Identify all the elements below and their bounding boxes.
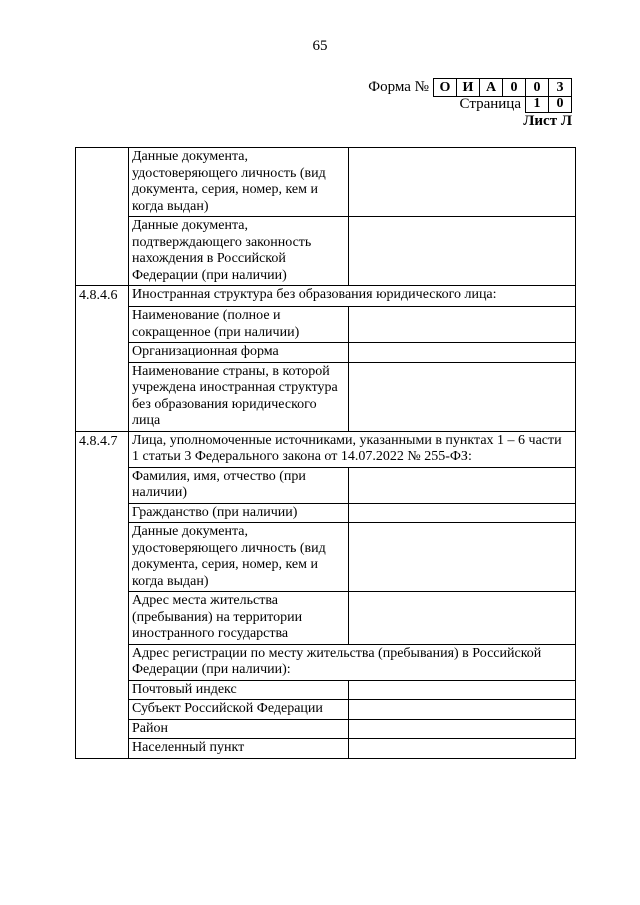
page-code-cell: 0 xyxy=(548,95,571,112)
value-cell[interactable] xyxy=(349,592,576,645)
section-number-cell xyxy=(76,148,129,217)
section-number-cell xyxy=(76,739,129,759)
value-cell[interactable] xyxy=(349,680,576,700)
value-cell[interactable] xyxy=(349,700,576,720)
table-row xyxy=(76,523,576,592)
table-row xyxy=(76,680,576,700)
section-number-cell xyxy=(76,343,129,363)
section-title: Лица, уполномоченные источниками, указанными в пунктах 1 – 6 части 1 статьи 3 Федерального закона от 14.07.2022 № 255-ФЗ: xyxy=(129,431,576,467)
table-row xyxy=(76,148,576,217)
value-cell[interactable] xyxy=(349,467,576,503)
form-code-cell: 3 xyxy=(548,79,571,96)
table-row xyxy=(76,286,576,307)
field-label: Район xyxy=(129,719,349,739)
section-number-cell xyxy=(76,644,129,680)
form-label: Форма № xyxy=(368,79,429,95)
field-label: Наименование страны, в которой учреждена иностранная структура без образования юридического лица xyxy=(129,362,349,431)
section-number-cell xyxy=(76,467,129,503)
value-cell[interactable] xyxy=(349,719,576,739)
field-label: Населенный пункт xyxy=(129,739,349,759)
field-label: Фамилия, имя, отчество (при наличии) xyxy=(129,467,349,503)
section-number-cell xyxy=(76,592,129,645)
table-row xyxy=(76,307,576,343)
field-label: Данные документа, удостоверяющего личность (вид документа, серия, номер, кем и когда выдан) xyxy=(129,523,349,592)
form-code-cell: И xyxy=(456,79,479,96)
field-label: Организационная форма xyxy=(129,343,349,363)
section-title: Адрес регистрации по месту жительства (пребывания) в Российской Федерации (при наличии): xyxy=(129,644,576,680)
table-row xyxy=(76,362,576,431)
section-number-cell xyxy=(76,503,129,523)
sheet-label: Лист Л xyxy=(523,113,572,129)
form-code-cell: 0 xyxy=(525,79,548,96)
value-cell[interactable] xyxy=(349,217,576,286)
table-row xyxy=(76,503,576,523)
section-number-cell xyxy=(76,700,129,720)
form-code-cell: 0 xyxy=(502,79,525,96)
page-line xyxy=(460,95,572,113)
field-label: Субъект Российской Федерации xyxy=(129,700,349,720)
section-number: 4.8.4.7 xyxy=(76,431,129,467)
field-label: Данные документа, подтверждающего законность нахождения в Российской Федерации (при наличии) xyxy=(129,217,349,286)
table-row xyxy=(76,739,576,759)
section-number-cell xyxy=(76,680,129,700)
section-number-cell xyxy=(76,719,129,739)
form-code-cell: А xyxy=(479,79,502,96)
field-label: Гражданство (при наличии) xyxy=(129,503,349,523)
table-row xyxy=(76,343,576,363)
value-cell[interactable] xyxy=(349,148,576,217)
table-row xyxy=(76,592,576,645)
page-label: Страница xyxy=(459,95,521,112)
value-cell[interactable] xyxy=(349,362,576,431)
section-number-cell xyxy=(76,307,129,343)
field-label: Данные документа, удостоверяющего личность (вид документа, серия, номер, кем и когда выдан) xyxy=(129,148,349,217)
section-number-cell xyxy=(76,362,129,431)
section-number-cell xyxy=(76,523,129,592)
table-row xyxy=(76,700,576,720)
value-cell[interactable] xyxy=(349,523,576,592)
value-cell[interactable] xyxy=(349,307,576,343)
section-title: Иностранная структура без образования юридического лица: xyxy=(129,286,576,307)
field-label: Адрес места жительства (пребывания) на территории иностранного государства xyxy=(129,592,349,645)
value-cell[interactable] xyxy=(349,343,576,363)
form-code-cell: О xyxy=(439,80,451,95)
section-number-cell xyxy=(76,217,129,286)
value-cell[interactable] xyxy=(349,739,576,759)
section-number: 4.8.4.6 xyxy=(76,286,129,307)
field-label: Наименование (полное и сокращенное (при наличии) xyxy=(129,307,349,343)
field-label: Почтовый индекс xyxy=(129,680,349,700)
page-number: 65 xyxy=(312,38,328,54)
table-row xyxy=(76,719,576,739)
page-code-cell: 1 xyxy=(533,96,541,111)
value-cell[interactable] xyxy=(349,503,576,523)
page-code-cells xyxy=(525,95,572,113)
table-row xyxy=(76,217,576,286)
table-row xyxy=(76,467,576,503)
table-row xyxy=(76,644,576,680)
form-table xyxy=(75,147,576,759)
table-row xyxy=(76,431,576,467)
